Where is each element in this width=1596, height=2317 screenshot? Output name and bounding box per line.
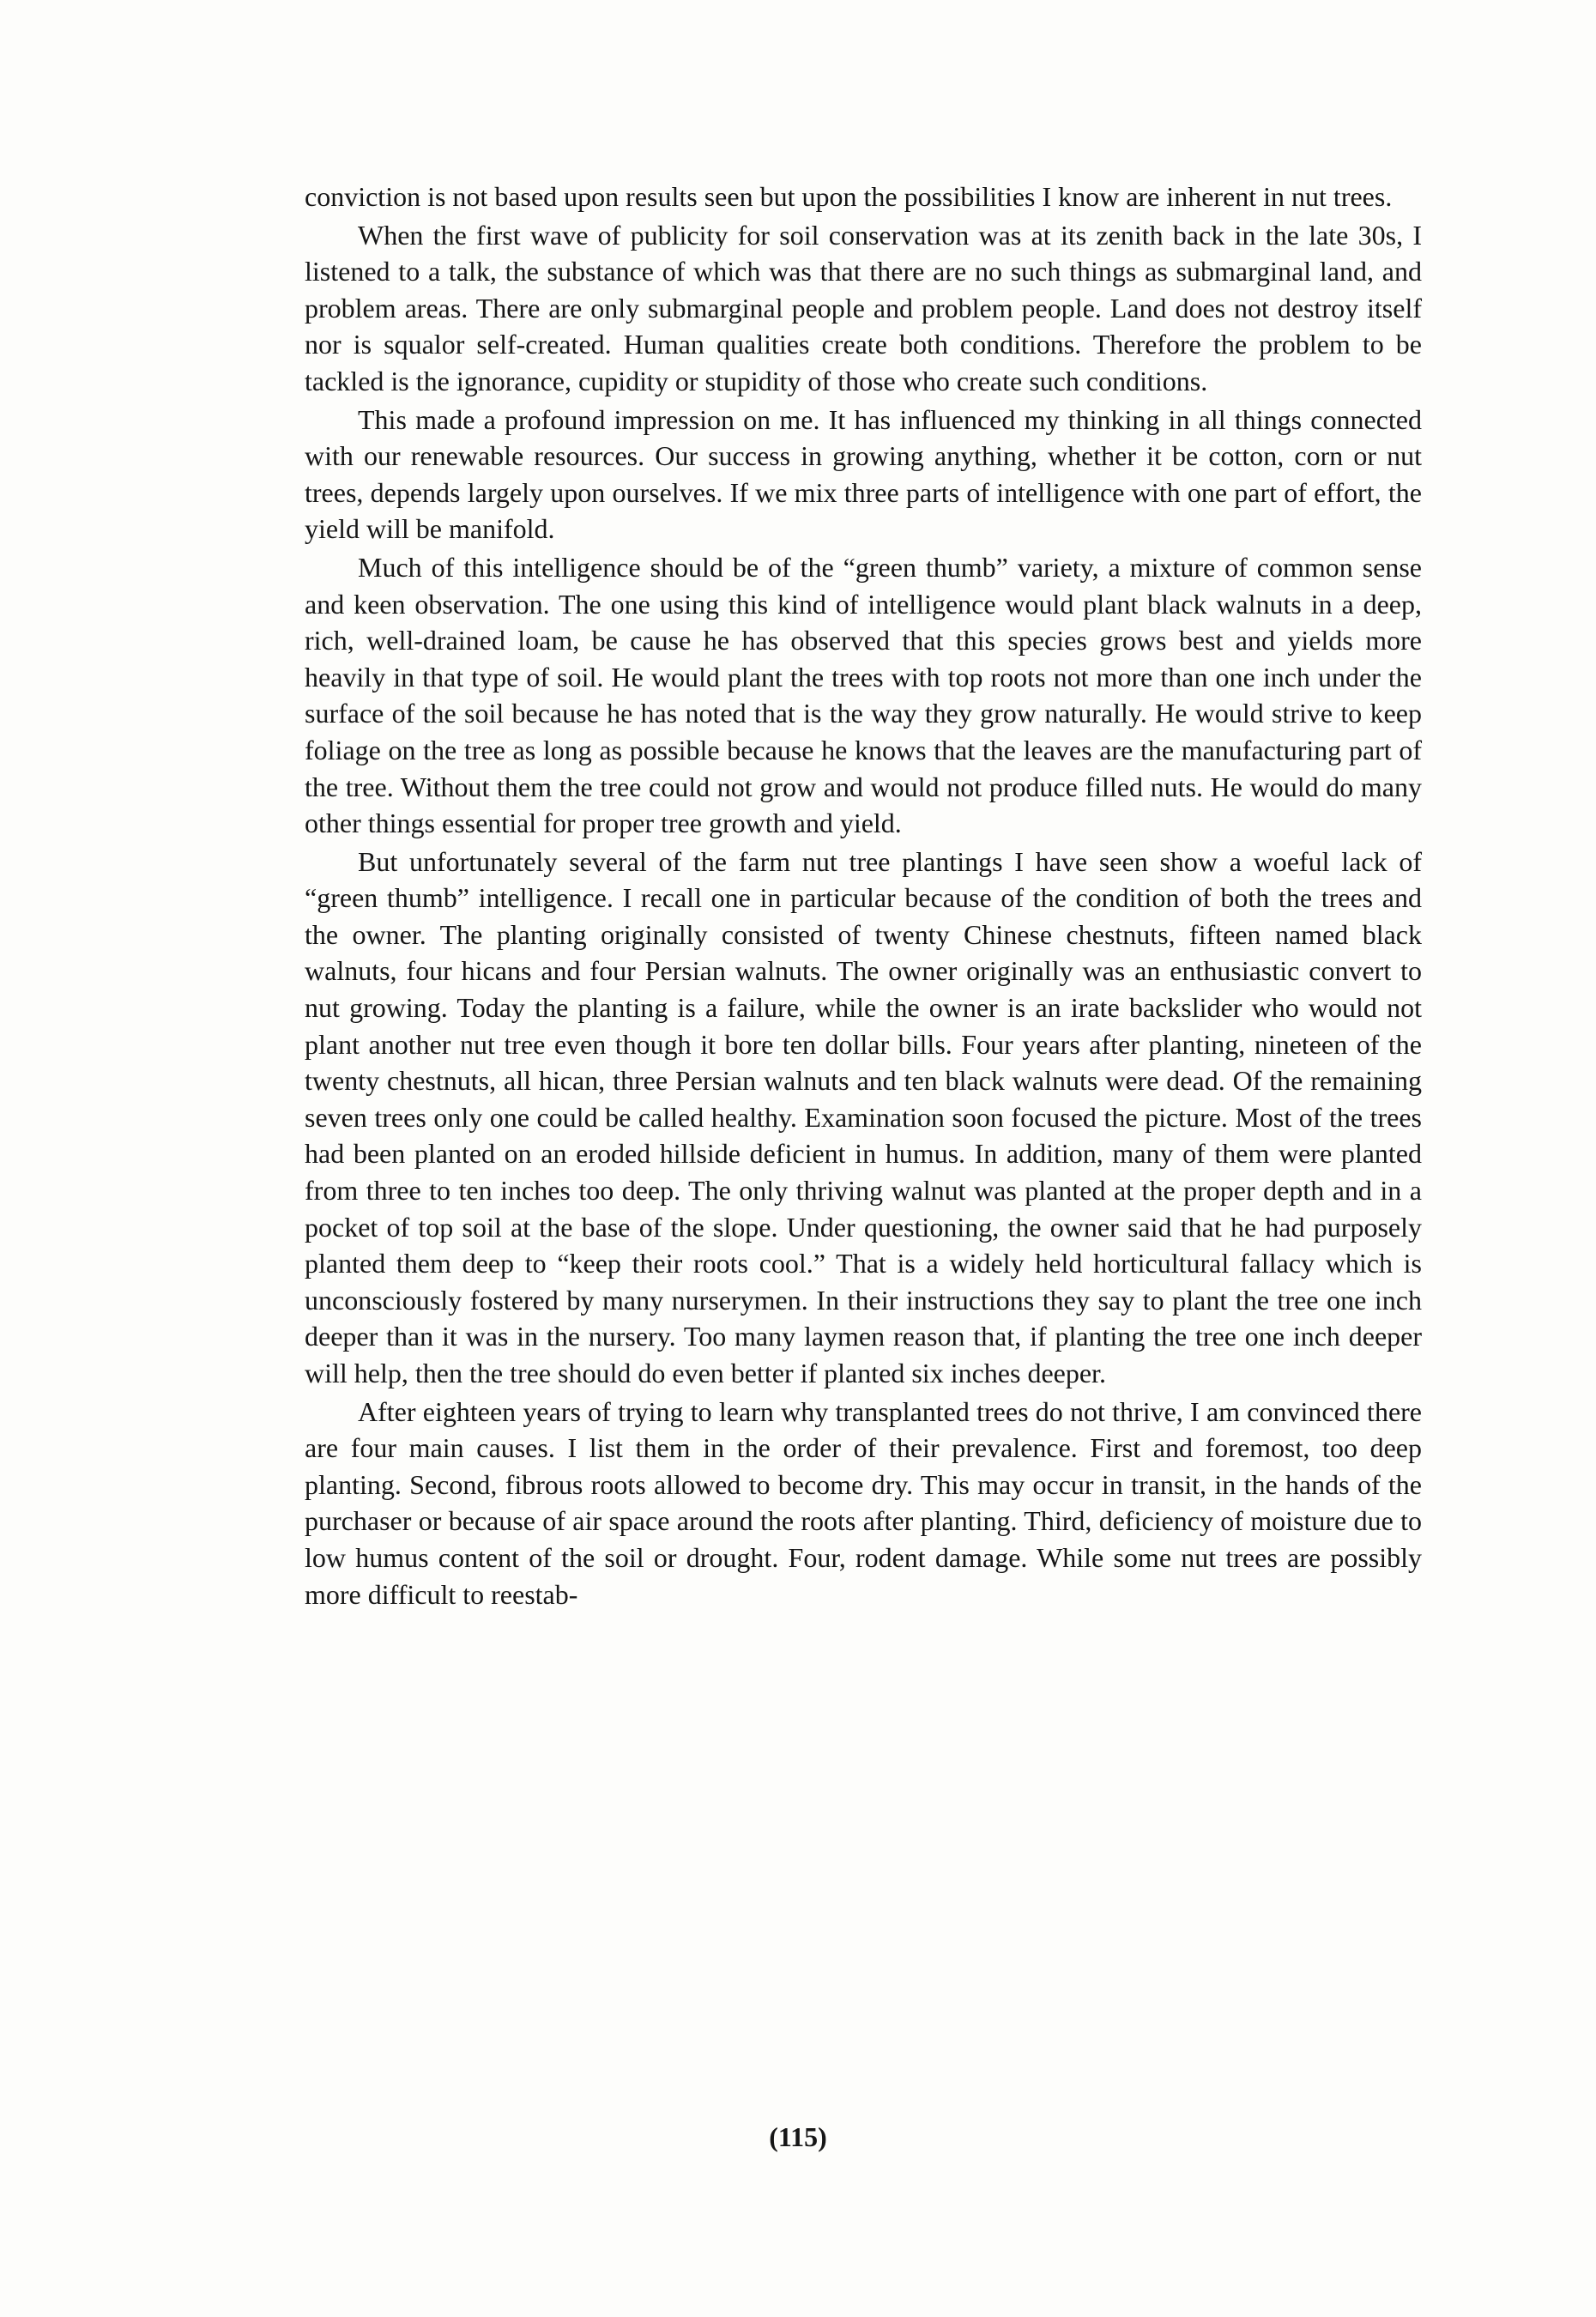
paragraph-5: But unfortunately several of the farm nut tree plantings I have seen show a woeful lack of “green thumb” intelligence. I recall one in particular because of the condition of both the trees and the owner. The planting originally consisted of twenty Chinese chestnuts, fifteen named black walnuts, four hicans and four Persian walnuts. The owner originally was an enthusiastic convert to nut growing. Today the planting is a failure, while the owner is an irate backslider who would not plant another nut tree even though it bore ten dollar bills. Four years after planting, nineteen of the twenty chestnuts, all hican, three Persian walnuts and ten black walnuts were dead. Of the remaining seven trees only one could be called healthy. Examination soon focused the picture. Most of the trees had been planted on an eroded hillside deficient in humus. In addition, many of them were planted from three to ten inches too deep. The only thriving walnut was planted at the proper depth and in a pocket of top soil at the base of the slope. Under questioning, the owner said that he had purposely planted them deep to “keep their roots cool.” That is a widely held horticultural fallacy which is unconsciously fostered by many nurserymen. In their instructions they say to plant the tree one inch deeper than it was in the nursery. Too many laymen reason that, if planting the tree one inch deeper will help, then the tree should do even better if planted six inches deeper. (305, 845, 1422, 1388)
page-number: (115) (769, 2121, 827, 2152)
body-text (305, 178, 1422, 1614)
paragraph-4: Much of this intelligence should be of the “green thumb” variety, a mixture of common sense and keen observation. The one using this kind of intelligence would plant black walnuts in a deep, rich, well-drained loam, be cause he has observed that this species grows best and yields more heavily in that type of soil. He would plant the trees with top roots not more than one inch under the surface of the soil because he has noted that is the way they grow naturally. He would strive to keep foliage on the tree as long as possible because he knows that the leaves are the manufacturing part of the tree. Without them the tree could not grow and would not produce filled nuts. He would do many other things essential for proper tree growth and yield. (305, 551, 1422, 839)
paragraph-1: conviction is not based upon results seen but upon the possibilities I know are inherent in nut trees. (305, 181, 1393, 212)
paragraph-2: When the first wave of publicity for soil conservation was at its zenith back in the late 30s, I listened to a talk, the substance of which was that there are no such things as submarginal land, and problem areas. There are only submarginal people and problem people. Land does not destroy itself nor is squalor self-created. Human qualities create both conditions. Therefore the problem to be tackled is the ignorance, cupidity or stupidity of those who create such conditions. (305, 219, 1422, 396)
paragraph-6: After eighteen years of trying to learn why transplanted trees do not thrive, I am convinced there are four main causes. I list them in the order of their prevalence. First and foremost, too deep planting. Second, fibrous roots allowed to become dry. This may occur in transit, in the hands of the purchaser or because of air space around the roots after planting. Third, deficiency of moisture due to low humus content of the soil or drought. Four, rodent damage. While some nut trees are possibly more difficult to reestab- (305, 1395, 1422, 1610)
paragraph-3: This made a profound impression on me. It has influenced my thinking in all things connected with our renewable resources. Our success in growing anything, whether it be cotton, corn or nut trees, depends largely upon ourselves. If we mix three parts of intelligence with one part of effort, the yield will be manifold. (305, 403, 1422, 545)
